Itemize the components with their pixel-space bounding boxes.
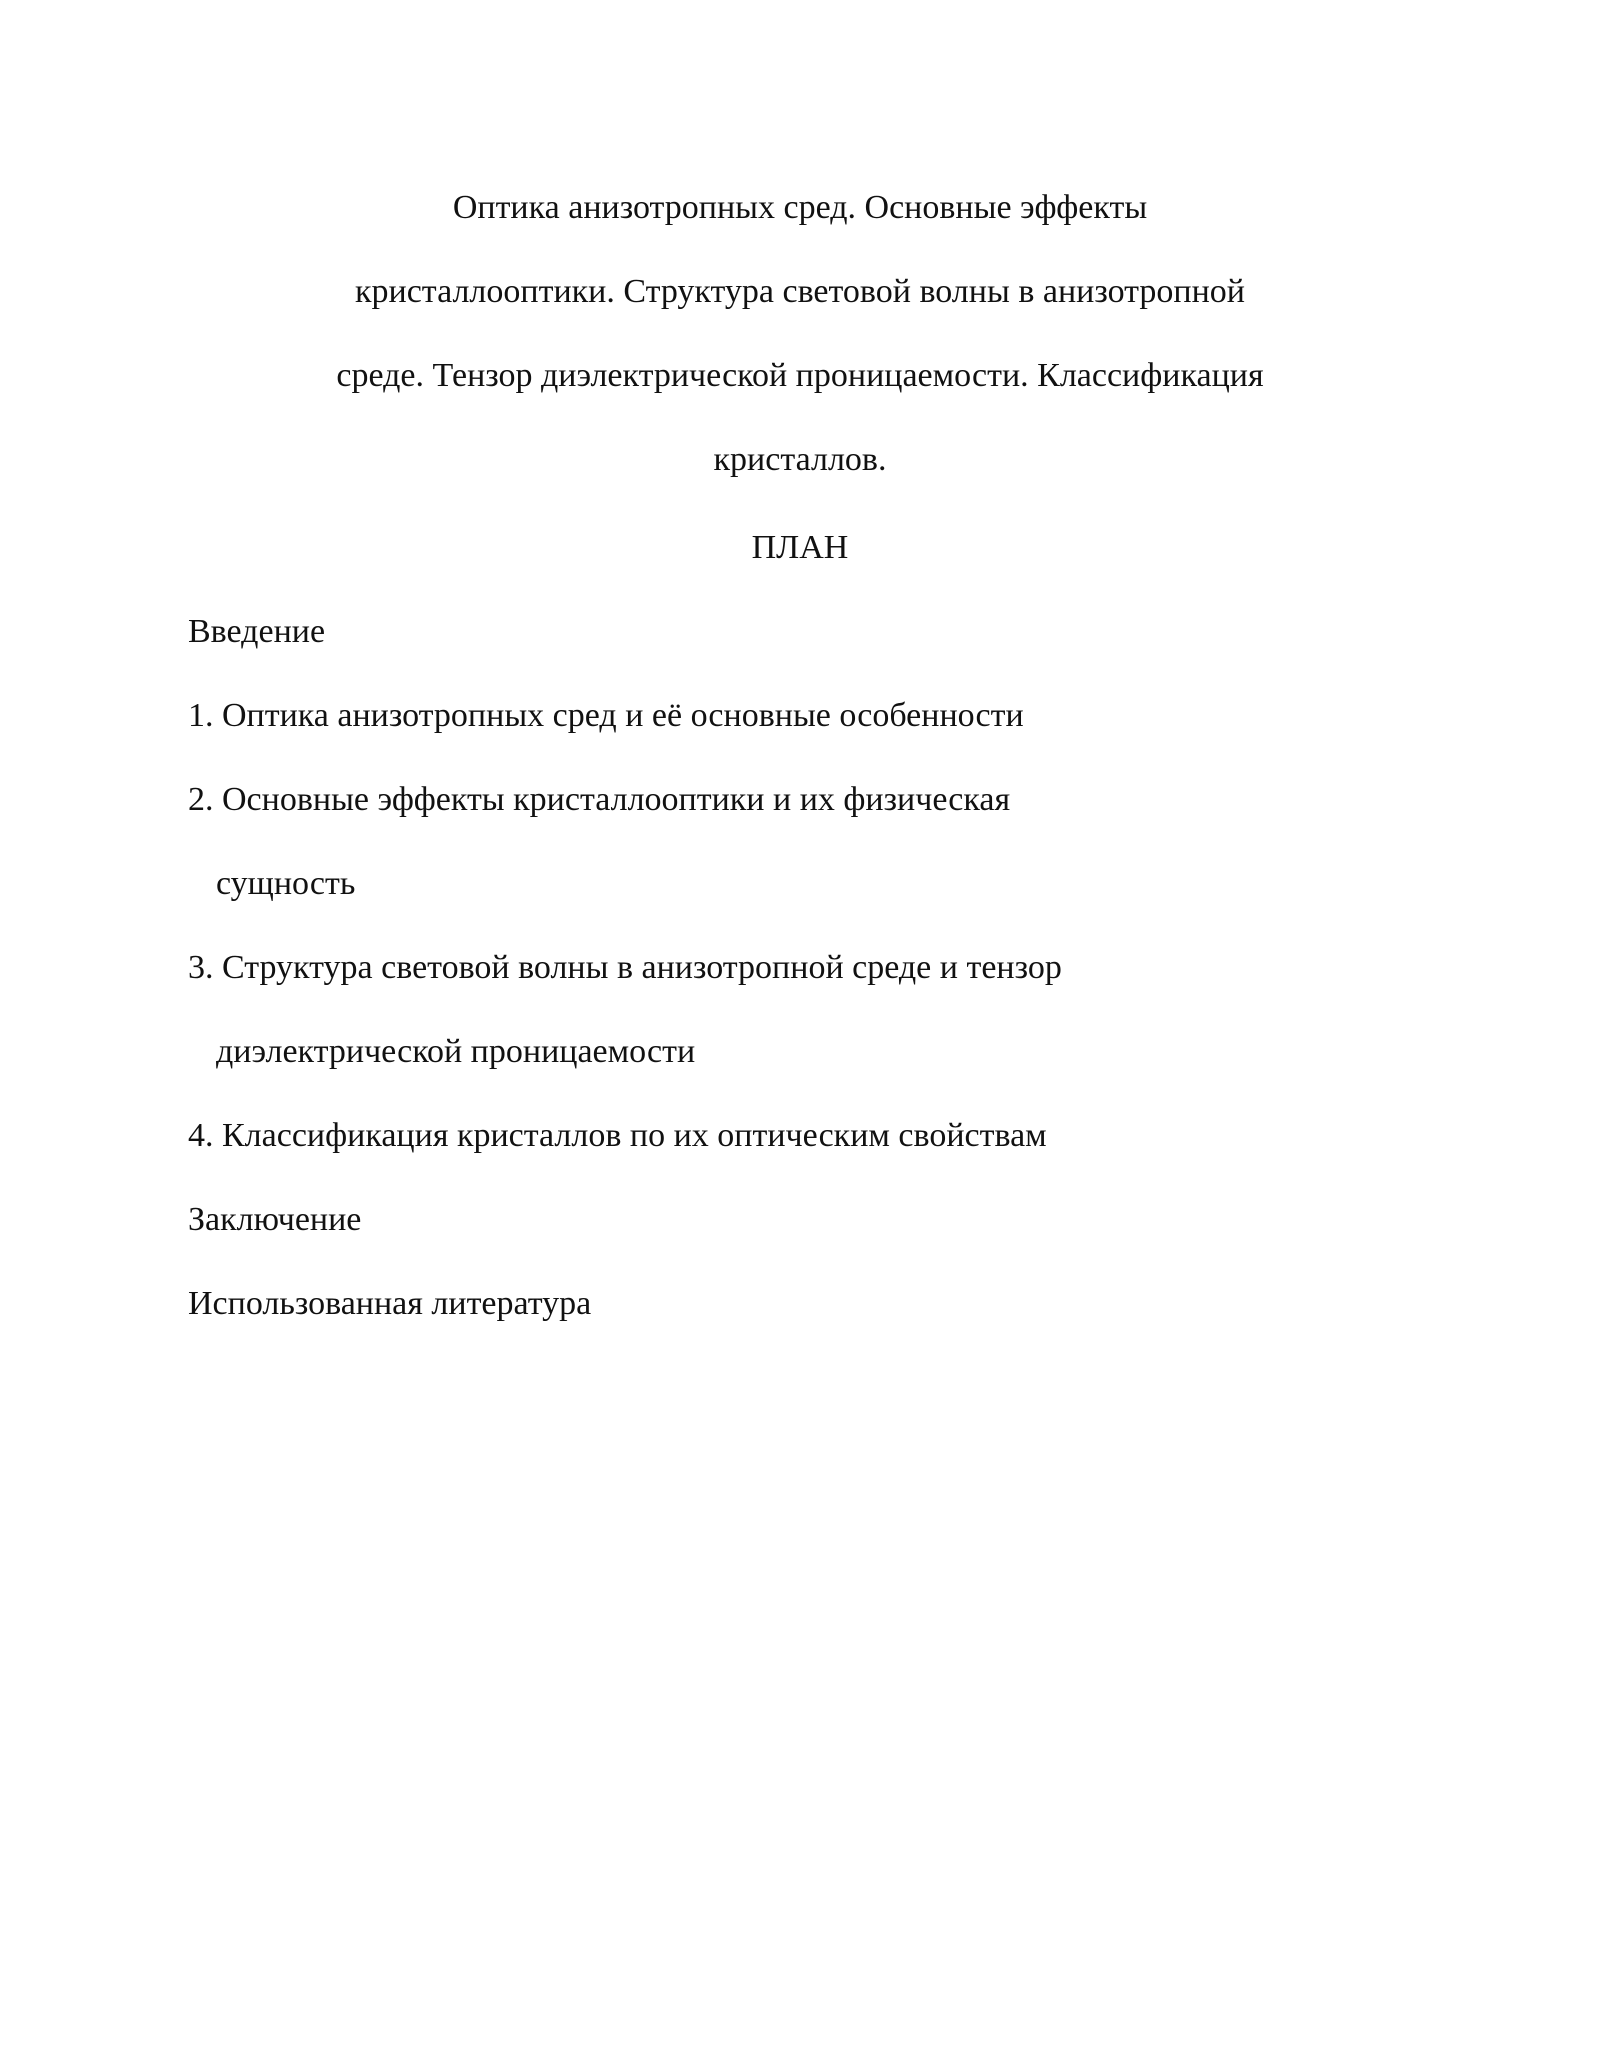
plan-list — [188, 604, 1438, 1360]
title-line: среде. Тензор диэлектрической проницаемости. Классификация — [336, 357, 1264, 394]
title-line: кристаллооптики. Структура световой волны в анизотропной — [354, 273, 1245, 310]
title-line: Оптика анизотропных сред. Основные эффекты — [452, 189, 1148, 226]
plan-item-4: 4. Классификация кристаллов по их оптическим свойствам — [188, 1117, 1047, 1154]
plan-item-2-continuation: сущность — [216, 865, 356, 902]
plan-item-conclusion: Заключение — [188, 1201, 362, 1238]
plan-item-2: 2. Основные эффекты кристаллооптики и их физическая — [188, 781, 1011, 818]
plan-item-introduction: Введение — [188, 613, 326, 650]
plan-item-3-continuation: диэлектрической проницаемости — [216, 1033, 696, 1070]
plan-heading: ПЛАН — [751, 529, 849, 566]
plan-item-3: 3. Структура световой волны в анизотропной среде и тензор — [188, 949, 1062, 986]
document-title — [250, 180, 1350, 516]
title-line: кристаллов. — [713, 441, 887, 478]
plan-item-references: Использованная литература — [188, 1285, 592, 1322]
plan-item-1: 1. Оптика анизотропных сред и её основные особенности — [188, 697, 1024, 734]
